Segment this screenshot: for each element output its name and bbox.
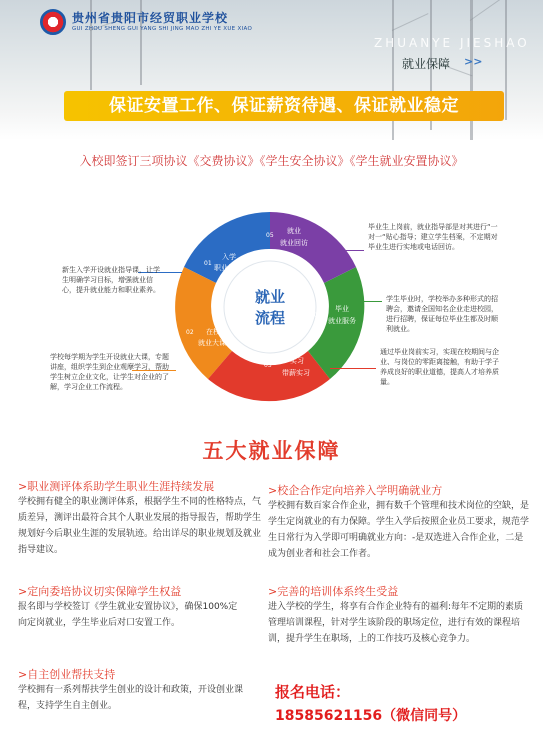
slogan-banner: 保证安置工作、保证薪资待遇、保证就业稳定 (64, 91, 504, 121)
double-chevron-icon: >> (464, 55, 483, 68)
note-course: 学校每学期为学生开设就业大课，专题讲座，组织学生到企业观摩学习，帮助学生树立企业文化，让学生对企业的了解，学习企业工作流程。 (50, 353, 169, 391)
guarantee-2-body: 学校拥有数百家合作企业，拥有数千个管理和技术岗位的空缺，是学生定岗就业的有力保障。学生入学后按照企业员工要求，规范学生日常行为入学即可明确就业方向：-是双选进入合作企业，二是成为创业者和社会工作者。 (268, 501, 530, 559)
step-03-num: 03 (264, 362, 272, 369)
step-03-line2: 带薪实习 (282, 369, 310, 377)
section-title-en: ZHUANYE JIESHAO (374, 36, 530, 50)
school-pinyin: GUI ZHOU SHENG GUI YANG SHI JING MAO ZHI YE XUE XIAO (72, 26, 253, 32)
connector-05 (312, 250, 364, 251)
step-05-line2: 就业回访 (280, 239, 308, 247)
school-name: 贵州省贵阳市经贸职业学校 (72, 11, 229, 25)
step-03-line1: 实习 (290, 357, 304, 365)
step-01-line1: 入学 (222, 253, 236, 261)
guarantee-4-body: 进入学校的学生，将享有合作企业特有的福利:每年不定期的素质管理培训课程，针对学生该阶段的职场定位，进行有效的课程培训，提升学生在职场，上的工作技巧及核心竞争力。 (268, 602, 524, 644)
connector-03 (330, 368, 376, 369)
contact-phone[interactable]: 18585621156（微信同号） (275, 708, 467, 724)
guarantee-1-title: >职业测评体系助学生职业生涯持续发展 (18, 480, 215, 493)
agreement-line: 入校即签订三项协议《交费协议》《学生安全协议》《学生就业安置协议》 (79, 154, 464, 168)
note-internship: 通过毕业岗前实习，实现在校期间与企业、与岗位的零距离接触，有助于学子养成良好的职业道德，提高人才培养质量。 (380, 348, 499, 386)
step-05-num: 05 (266, 232, 274, 239)
section-title-cn: 就业保障 (402, 57, 451, 71)
guarantee-1-body: 学校拥有健全的职业测评体系，根据学生不同的性格特点，气质差异，测评出最符合其个人职业发展的指导报告，帮助学生规划好今后职业生涯的发展轨迹。给出详尽的职业规划及就业指导建议。 (18, 497, 262, 555)
step-05-line1: 就业 (287, 227, 301, 235)
connector-04 (340, 301, 382, 302)
guarantee-5-body: 学校拥有一系列帮扶学生创业的设计和政策，开设创业课程，支持学生自主创业。 (18, 685, 244, 711)
center-line-1: 就业 (254, 288, 286, 306)
step-04-line1: 毕业 (335, 305, 349, 313)
step-01-num: 01 (204, 260, 212, 267)
school-emblem-icon (40, 9, 66, 35)
note-followup: 毕业生上岗前，就业指导部是对其进行“一对一“贴心指导；建立学生档案，不定期对毕业生进行实地或电话回访。 (368, 223, 498, 251)
school-logo (40, 9, 252, 35)
employment-cycle-diagram (170, 207, 370, 407)
step-02-line2: 就业大课 (198, 339, 226, 347)
guarantee-5-title: >自主创业帮扶支持 (18, 668, 116, 681)
contact-label: 报名电话： (275, 683, 351, 701)
step-02-num: 02 (186, 329, 194, 336)
note-enrollment: 新生入学开设就业指导课，让学生明确学习目标，增强就业信心，提升就业能力和职业素养。 (62, 266, 160, 294)
cycle-svg (170, 207, 370, 407)
guarantee-2-title: >校企合作定向培养入学明确就业方 (268, 484, 443, 497)
guarantee-4-title: >完善的培训体系终生受益 (268, 585, 399, 598)
note-graduation: 学生毕业时，学校举办多种形式的招聘会，邀请全国知名企业走进校园，进行招聘，保证每位毕业生都及时顺利就业。 (386, 295, 498, 333)
five-guarantees-title: 五大就业保障 (202, 439, 341, 463)
step-04-line2: 就业服务 (328, 317, 356, 325)
step-02-line1: 在校 (206, 328, 220, 336)
guarantee-3-body: 报名即与学校签订《学生就业安置协议》，确保100%定向定岗就业，学生毕业后对口安置工作。 (18, 602, 238, 628)
step-04-num: 04 (314, 312, 322, 319)
guarantee-3-title: >定向委培协议切实保障学生权益 (18, 585, 182, 598)
center-line-2: 流程 (254, 309, 286, 327)
step-01-line2: 职业规划 (214, 264, 242, 272)
